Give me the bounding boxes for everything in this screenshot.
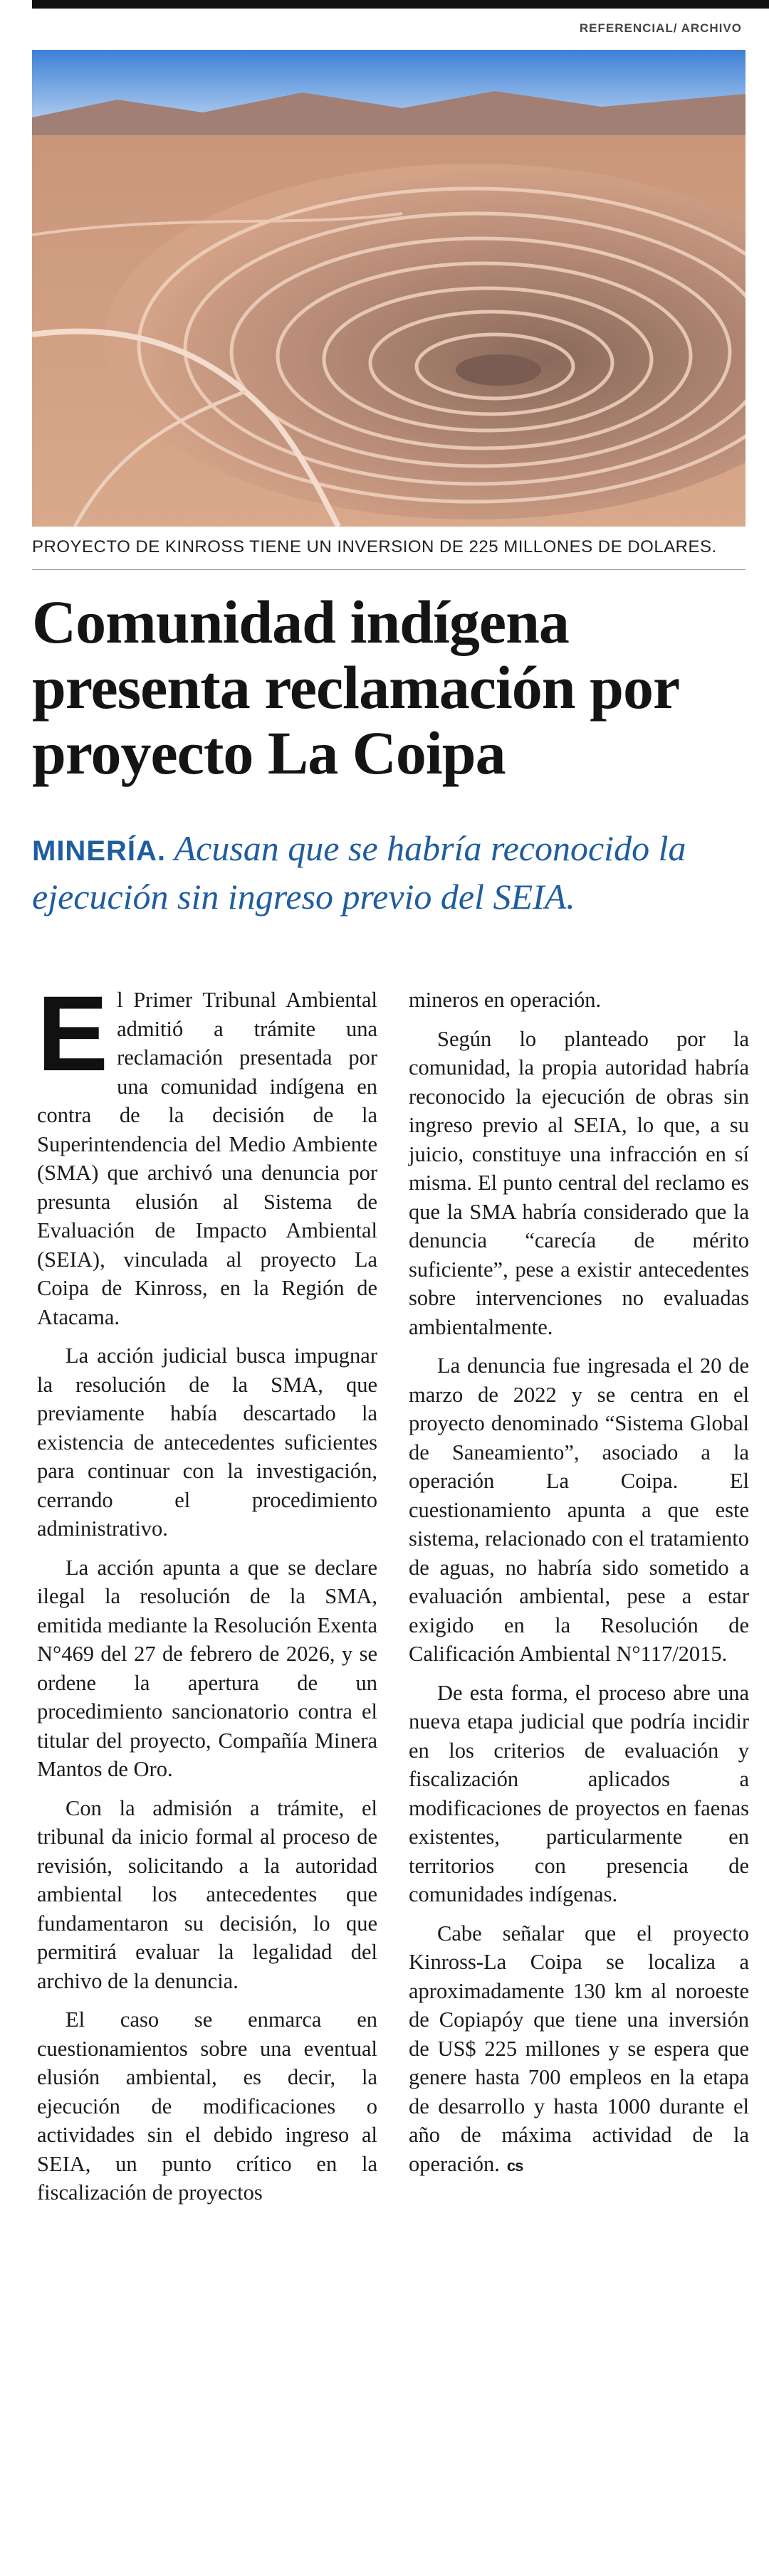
photo-caption: PROYECTO DE KINROSS TIENE UN INVERSION DE 225 MILLONES DE DOLARES. <box>32 537 717 556</box>
open-pit-mine-image <box>32 50 746 527</box>
body-paragraph-last <box>409 1919 749 2181</box>
body-paragraph: La acción judicial busca impugnar la resolución de la SMA, que previamente había descartado la existencia de antecedentes suficientes para continuar con la investigación, cerrando el procedimiento administrativo. <box>37 1344 377 1541</box>
caption-divider <box>32 569 746 570</box>
body-paragraph: De esta forma, el proceso abre una nueva etapa judicial que podría incidir en los criterios de evaluación y fiscalización aplicados a modificaciones de proyectos en faenas existentes, particularmente en territorios con presencia de comunidades indígenas. <box>409 1680 749 1906</box>
deck <box>32 825 751 919</box>
first-paragraph <box>37 973 377 1331</box>
mine-photo <box>32 50 746 527</box>
end-mark: cs <box>506 2156 523 2175</box>
body-paragraph-continuation: mineros en operación. <box>409 988 602 1012</box>
headline: Comunidad indígena presenta reclamación por proyecto La Coipa <box>32 588 679 787</box>
top-rule <box>32 0 769 9</box>
body-paragraph: El caso se enmarca en cuestionamientos sobre una eventual elusión ambiental, es decir, la ejecución de modificaciones o actividades sin el debido ingreso al SEIA, un punto crítico en la fiscalización de proyectos <box>37 2007 377 2205</box>
body-paragraph: La acción apunta a que se declare ilegal la resolución de la SMA, emitida mediante la Resolución Exenta N°469 del 27 de febrero de 2026, y se ordene la apertura de un procedimiento sancionatorio contra el titular del proyecto, Compañía Minera Mantos de Oro. <box>37 1555 377 1781</box>
article-body <box>37 973 749 2551</box>
column-right <box>409 986 749 2551</box>
drop-cap: E <box>37 973 109 1093</box>
deck-text: Acusan que se habría reconocido la ejecución sin ingreso previo del SEIA. <box>32 828 686 917</box>
body-paragraph: Con la admisión a trámite, el tribunal da inicio formal al proceso de revisión, solicitando a la autoridad ambiental los antecedentes que fundamentaron su decisión, lo que permitirá evaluar la legalidad del archivo de la denuncia. <box>37 1795 377 1993</box>
column-left <box>37 973 377 2551</box>
body-paragraph: Según lo planteado por la comunidad, la propia autoridad habría reconocido la ejecución de obras sin ingreso previo al SEIA, lo que, a su juicio, constituye una infracción en sí misma. El punto central del reclamo es que la SMA habría considerado que la denuncia “carecía de mérito suficiente”, pese a existir antecedentes sobre intervenciones no evaluadas ambientalmente. <box>409 1026 749 1339</box>
first-paragraph-text: l Primer Tribunal Ambiental admitió a trámite una reclamación presentada por una comunidad indígena en contra de la decisión de la Superintendencia del Medio Ambiente (SMA) que archivó una denuncia por presunta elusión al Sistema de Evaluación de Impacto Ambiental (SEIA), vinculada al proyecto La Coipa de Kinross, en la Región de Atacama. <box>37 988 377 1329</box>
section-kicker: MINERÍA. <box>32 835 166 867</box>
body-paragraph: La denuncia fue ingresada el 20 de marzo de 2022 y se centra en el proyecto denominado “Sistema Global de Saneamiento”, asociado a la operación La Coipa. El cuestionamiento apunta a que este sistema, relacionado con el tratamiento de aguas, no habría sido sometido a evaluación ambiental, pese a estar exigido en la Resolución de Calificación Ambiental N°117/2015. <box>409 1353 749 1666</box>
last-paragraph-text: Cabe señalar que el proyecto Kinross-La Coipa se localiza a aproximadamente 130 km al noroeste de Copiapóy que tiene una inversión de US$ 225 millones y se espera que genere hasta 700 empleos en la etapa de desarrollo y hasta 1000 durante el año de máxima actividad de la operación. <box>409 1921 749 2176</box>
photo-credit: REFERENCIAL/ ARCHIVO <box>579 21 742 35</box>
